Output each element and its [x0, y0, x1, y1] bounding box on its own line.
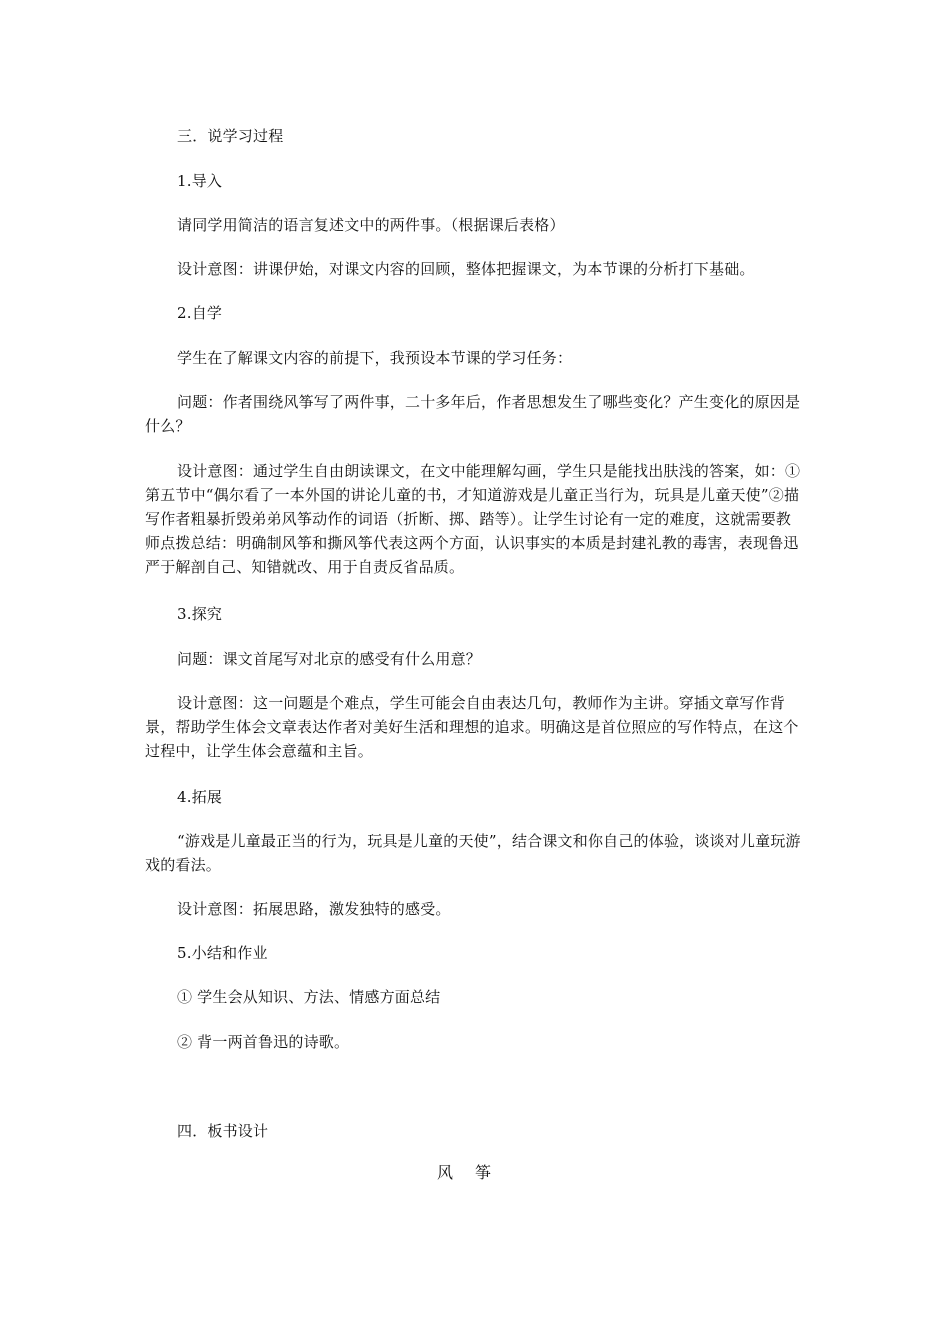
step-3-question: 问题：课文首尾写对北京的感受有什么用意？ [177, 650, 482, 668]
step-4-heading: 4.拓展 [177, 788, 223, 806]
step-1-design-intent: 设计意图：讲课伊始，对课文内容的回顾，整体把握课文，为本节课的分析打下基础。 [177, 260, 755, 278]
step-4-text: “游戏是儿童最正当的行为，玩具是儿童的天使”，结合课文和你自己的体验，谈谈对儿童玩游戏的看法。 [145, 832, 801, 874]
step-5-heading: 5.小结和作业 [177, 944, 268, 962]
section-3-heading: 三．说学习过程 [177, 127, 284, 145]
step-5-item-2: ② 背一两首鲁迅的诗歌。 [177, 1033, 350, 1051]
step-2-design-intent: 设计意图：通过学生自由朗读课文，在文中能理解勾画，学生只是能找出肤浅的答案，如：①第五节中“偶尔看了一本外国的讲论儿童的书，才知道游戏是儿童正当行为，玩具是儿童天使”②描写作者粗暴折毁弟弟风筝动作的词语（折断、掷、踏等）。让学生讨论有一定的难度，这就需要教师点拨总结：明确制风筝和撕风筝代表这两个方面，认识事实的本质是封建礼教的毒害，表现鲁迅严于解剖自己、知错就改、用于自责反省品质。 [145, 462, 801, 576]
step-3-heading: 3.探究 [177, 605, 223, 623]
step-1-text: 请同学用简洁的语言复述文中的两件事。（根据课后表格） [177, 216, 565, 234]
step-2-heading: 2.自学 [177, 304, 223, 322]
step-4-design-intent: 设计意图：拓展思路，激发独特的感受。 [177, 900, 451, 918]
section-4-heading: 四．板书设计 [177, 1122, 269, 1140]
step-3-design-intent: 设计意图：这一问题是个难点，学生可能会自由表达几句，教师作为主讲。穿插文章写作背景，帮助学生体会文章表达作者对美好生活和理想的追求。明确这是首位照应的写作特点，在这个过程中，让学生体会意蕴和主旨。 [145, 694, 799, 760]
board-design-title: 风筝 [436, 1163, 513, 1182]
step-2-text: 学生在了解课文内容的前提下，我预设本节课的学习任务： [177, 349, 573, 367]
step-5-item-1: ① 学生会从知识、方法、情感方面总结 [177, 988, 441, 1006]
step-2-question: 问题：作者围绕风筝写了两件事，二十多年后，作者思想发生了哪些变化？产生变化的原因是什么？ [145, 393, 801, 435]
step-1-heading: 1.导入 [177, 172, 223, 190]
